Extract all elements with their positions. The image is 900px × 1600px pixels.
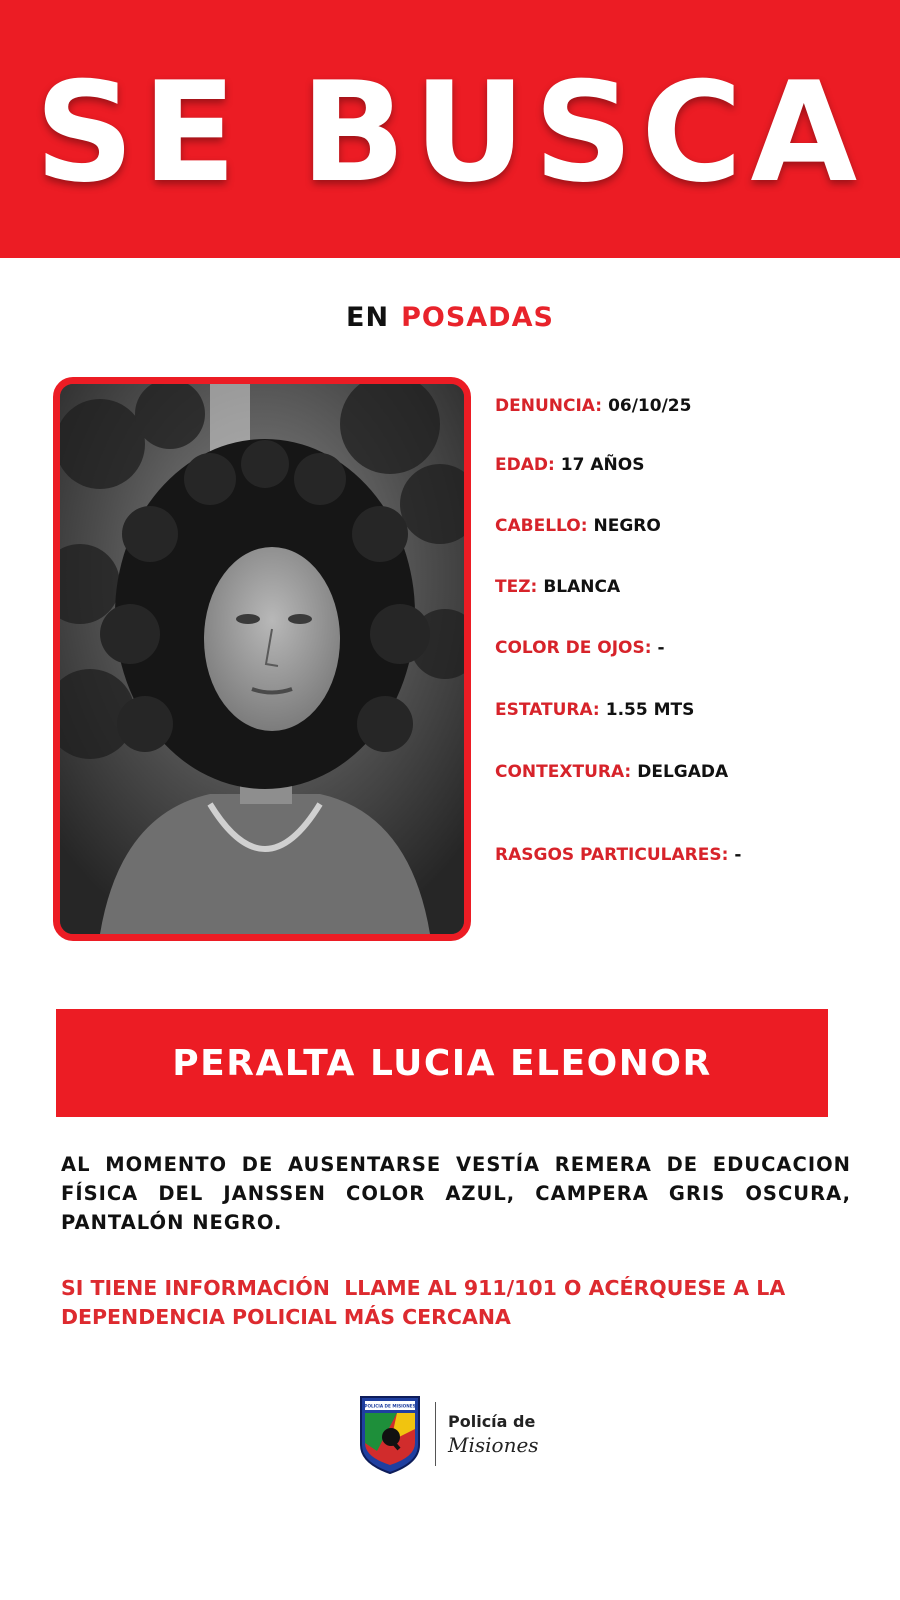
contact-line-2: DEPENDENCIA POLICIAL MÁS CERCANA xyxy=(61,1305,511,1329)
detail-estatura xyxy=(495,700,694,720)
location-heading xyxy=(0,302,900,333)
detail-cabello xyxy=(495,516,661,536)
logo-text xyxy=(448,1412,539,1457)
detail-value: - xyxy=(734,845,742,865)
detail-value: DELGADA xyxy=(637,762,729,782)
contact-line-1: SI TIENE INFORMACIÓN LLAME AL 911/101 O ACÉRQUESE A LA xyxy=(61,1276,786,1300)
detail-value: 17 AÑOS xyxy=(560,455,645,475)
detail-label: COLOR DE OJOS: xyxy=(495,638,652,658)
clothing-description: AL MOMENTO DE AUSENTARSE VESTÍA REMERA DE EDUCACION FÍSICA DEL JANSSEN COLOR AZUL, CAMPERA GRIS OSCURA, PANTALÓN NEGRO. xyxy=(61,1153,851,1234)
detail-value: BLANCA xyxy=(543,577,621,597)
name-banner xyxy=(56,1009,828,1117)
detail-edad xyxy=(495,455,644,475)
page-title: SE BUSCA xyxy=(34,52,866,213)
detail-label: RASGOS PARTICULARES: xyxy=(495,845,729,865)
header-banner xyxy=(0,0,900,258)
detail-label: TEZ: xyxy=(495,577,538,597)
detail-tez xyxy=(495,577,620,597)
police-shield-icon xyxy=(357,1393,423,1475)
logo-subtitle: Misiones xyxy=(448,1432,539,1457)
detail-label: DENUNCIA: xyxy=(495,396,603,416)
detail-rasgos xyxy=(495,845,741,865)
detail-contextura xyxy=(495,762,728,782)
detail-value: 1.55 MTS xyxy=(605,700,695,720)
police-logo xyxy=(357,1392,547,1476)
location-prefix: EN xyxy=(346,302,390,333)
missing-person-photo xyxy=(53,377,471,941)
detail-value: NEGRO xyxy=(593,516,661,536)
detail-value: - xyxy=(657,638,665,658)
location-city: POSADAS xyxy=(401,302,554,333)
detail-value: 06/10/25 xyxy=(608,396,692,416)
detail-label: ESTATURA: xyxy=(495,700,600,720)
person-name: PERALTA LUCIA ELEONOR xyxy=(172,1042,712,1084)
portrait-image xyxy=(60,384,464,934)
logo-divider xyxy=(435,1402,436,1466)
logo-title: Policía de xyxy=(448,1411,536,1431)
detail-label: EDAD: xyxy=(495,455,555,475)
detail-label: CABELLO: xyxy=(495,516,588,536)
detail-label: CONTEXTURA: xyxy=(495,762,632,782)
detail-denuncia xyxy=(495,396,691,416)
shield-label: POLICIA DE MISIONES xyxy=(364,1403,416,1409)
contact-info xyxy=(61,1274,851,1332)
detail-color-ojos xyxy=(495,638,665,658)
